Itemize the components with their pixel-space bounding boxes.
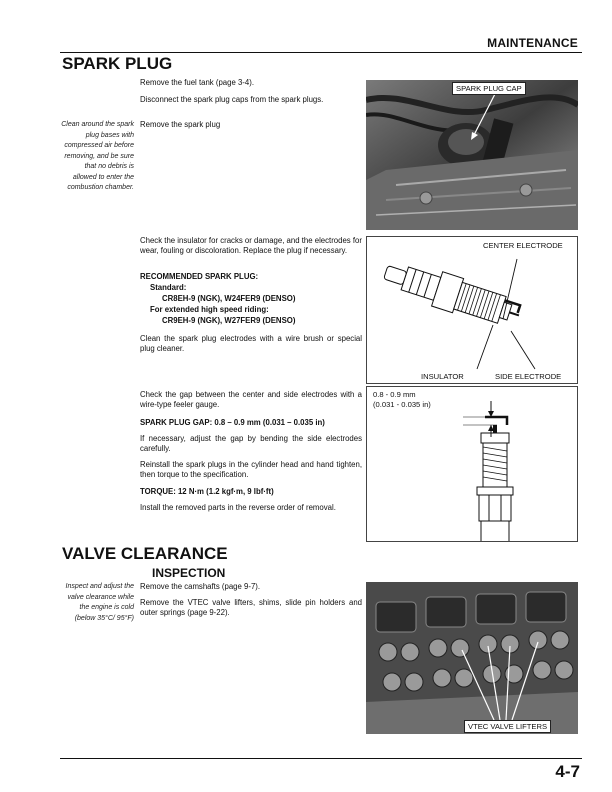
step-remove-lifters: Remove the VTEC valve lifters, shims, slide pin holders and outer springs (page 9-22).: [140, 598, 362, 618]
step-remove-camshafts: Remove the camshafts (page 9-7).: [140, 582, 261, 591]
step-disconnect-caps: Disconnect the spark plug caps from the spark plugs.: [140, 95, 324, 104]
torque-spec: TORQUE: 12 N·m (1.2 kgf·m, 9 lbf·ft): [140, 487, 274, 496]
spark-plug-title: SPARK PLUG: [62, 54, 173, 73]
clean-electrodes-text: Clean the spark plug electrodes with a wire brush or special plug cleaner.: [140, 334, 362, 354]
recommended-plug-title: RECOMMENDED SPARK PLUG:: [140, 272, 259, 281]
spark-plug-side-note: Clean around the spark plug bases with compressed air before removing, and be sure that no debris is allowed to enter the combustion chamber.: [61, 121, 134, 191]
check-insulator-text: Check the insulator for cracks or damage, and the electrodes for wear, fouling or discoloration. Replace the plug if necessary.: [140, 236, 362, 256]
standard-label: Standard:: [150, 283, 187, 292]
cylinder-head-photo: [366, 582, 578, 734]
engine-photo-illustration: [366, 80, 578, 230]
valve-clearance-side-note: Inspect and adjust the valve clearance while the engine is cold (below 35°C/ 95°F): [65, 583, 134, 622]
valve-clearance-title: VALVE CLEARANCE: [62, 544, 228, 563]
vtec-valve-lifters-label: VTEC VALVE LIFTERS: [464, 720, 551, 733]
check-gap-text: Check the gap between the center and side electrodes with a wire-type feeler gauge.: [140, 390, 362, 410]
reinstall-text: Reinstall the spark plugs in the cylinder head and hand tighten, then torque to the specification.: [140, 460, 362, 480]
standard-value: CR8EH-9 (NGK), W24FER9 (DENSO): [162, 294, 296, 303]
gap-drawing: [367, 387, 578, 542]
install-removed-text: Install the removed parts in the reverse order of removal.: [140, 503, 336, 512]
extended-value: CR9EH-9 (NGK), W27FER9 (DENSO): [162, 316, 296, 325]
header-rule: [60, 52, 582, 53]
page-number: 4-7: [555, 762, 580, 781]
gap-mm-label: 0.8 - 0.9 mm: [373, 390, 416, 399]
adjust-gap-text: If necessary, adjust the gap by bending the side electrodes carefully.: [140, 434, 362, 454]
footer-rule: [60, 758, 582, 759]
extended-label: For extended high speed riding:: [150, 305, 269, 314]
step-remove-tank: Remove the fuel tank (page 3-4).: [140, 78, 254, 87]
spark-plug-drawing: [367, 237, 578, 384]
spark-plug-diagram: [366, 236, 578, 384]
spark-plug-gap-spec: SPARK PLUG GAP: 0.8 – 0.9 mm (0.031 – 0.035 in): [140, 418, 325, 427]
step-remove-plug: Remove the spark plug: [140, 120, 221, 129]
side-electrode-label: SIDE ELECTRODE: [495, 372, 562, 381]
center-electrode-label: CENTER ELECTRODE: [483, 241, 563, 250]
spark-plug-cap-label: SPARK PLUG CAP: [452, 82, 526, 95]
spark-plug-gap-diagram: [366, 386, 578, 542]
vtec-valve-lifters-photo: [366, 582, 578, 734]
gap-in-label: (0.031 - 0.035 in): [373, 400, 431, 409]
insulator-label: INSULATOR: [421, 372, 464, 381]
inspection-subtitle: INSPECTION: [152, 566, 226, 580]
spark-plug-cap-photo: [366, 80, 578, 230]
section-header: MAINTENANCE: [487, 36, 578, 50]
